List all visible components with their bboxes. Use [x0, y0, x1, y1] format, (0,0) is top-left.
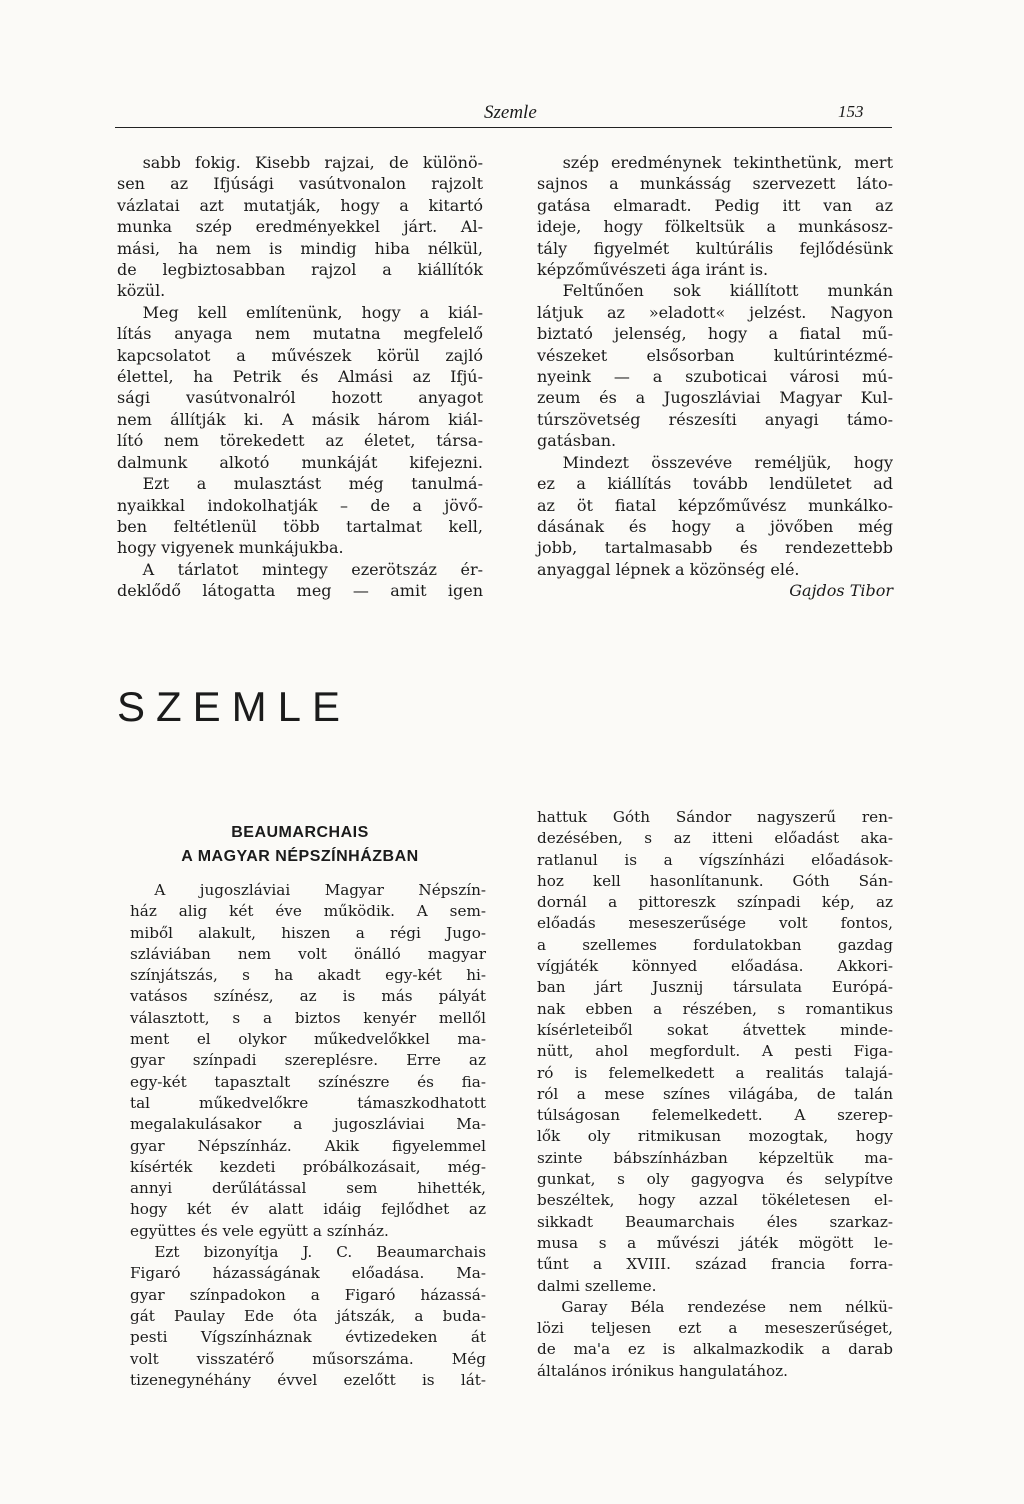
text-line: látjuk az »eladott« jelzést. Nagyon: [537, 302, 893, 322]
text-line: volt visszatérő műsorszáma. Még: [130, 1349, 486, 1368]
text-line: színjátszás, s ha akadt egy-két hi-: [130, 966, 486, 985]
text-line: dornál a pittoreszk színpadi kép, az: [537, 893, 893, 912]
text-line: Figaró házasságának előadása. Ma-: [130, 1264, 486, 1283]
text-line: deklődő látogatta meg — amit igen: [117, 581, 483, 601]
text-line: megalakulásakor a jugoszláviai Ma-: [130, 1115, 486, 1134]
text-line: Garay Béla rendezése nem nélkü-: [561, 1297, 893, 1316]
header-rule: [115, 127, 892, 128]
text-line: gatásban.: [537, 431, 617, 451]
text-line: nem állítják ki. A másik három kiál-: [117, 409, 483, 429]
text-line: gatása elmaradt. Pedig itt van az: [537, 195, 893, 215]
text-line: ház alig két éve működik. A sem-: [130, 902, 486, 921]
text-line: élettel, ha Petrik és Almási az Ifjú-: [117, 367, 483, 387]
text-line: Ezt bizonyítja J. C. Beaumarchais: [154, 1243, 486, 1262]
text-line: vatásos színész, az is más pályát: [130, 987, 486, 1006]
text-line: túlságosan felemelkedett. A szerep-: [537, 1106, 893, 1125]
section-title: SZEMLE: [117, 683, 352, 730]
text-line: sabb fokig. Kisebb rajzai, de különö-: [142, 153, 483, 172]
text-line: Ezt a mulasztást még tanulmá-: [142, 474, 483, 494]
text-line: sikkadt Beaumarchais éles szarkaz-: [537, 1212, 893, 1231]
text-line: ez a kiállítás tovább lendületet ad: [537, 474, 893, 494]
text-line: munka szép eredményekkel járt. Al-: [117, 217, 483, 237]
text-line: hattuk Góth Sándor nagyszerű ren-: [537, 808, 893, 826]
text-line: zeum és a Jugoszláviai Magyar Kul-: [537, 388, 893, 408]
text-line: anyaggal lépnek a közönség elé.: [537, 559, 800, 579]
text-line: Feltűnően sok kiállított munkán: [562, 281, 893, 301]
text-line: Mindezt összevéve reméljük, hogy: [562, 452, 893, 472]
text-line: tűnt a XVIII. század francia forra-: [537, 1255, 893, 1274]
bottom-right-column: [537, 807, 893, 1382]
text-line: de ma'a ez is alkalmazkodik a darab: [537, 1340, 893, 1359]
text-line: ró is felemelkedett a realitás talajá-: [537, 1063, 893, 1082]
top-right-column: [537, 152, 893, 602]
text-line: az öt fiatal képzőművész munkálko-: [537, 495, 893, 515]
text-line: szinte bábszínházban képzeltük ma-: [537, 1148, 893, 1167]
text-line: kísérték kezdeti próbálkozásait, még-: [130, 1157, 486, 1176]
text-line: nak ebben a részében, s romantikus: [537, 999, 893, 1018]
text-line: vázlatai azt mutatják, hogy a kitartó: [117, 195, 483, 215]
text-line: miből alakult, hiszen a régi Jugo-: [130, 923, 486, 942]
text-line: ment el olykor műkedvelőkkel ma-: [130, 1030, 486, 1049]
text-line: egy-két tapasztalt színészre és fia-: [130, 1072, 486, 1091]
running-header-title: Szemle: [484, 102, 537, 123]
article-title-line-1: BEAUMARCHAIS: [231, 824, 369, 841]
text-line: szláviában nem volt önálló magyar: [130, 944, 486, 963]
text-line: kapcsolatot a művészek körül zajló: [117, 345, 483, 365]
text-line: sajnos a munkásság szervezett láto-: [537, 174, 893, 194]
text-line: mási, ha nem is mindig hiba nélkül,: [117, 238, 483, 258]
text-line: sen az Ifjúsági vasútvonalon rajzolt: [117, 174, 483, 194]
text-line: annyi derűlátással sem hihették,: [130, 1179, 486, 1198]
text-line: dalmi szelleme.: [537, 1276, 657, 1295]
text-line: tály figyelmét kultúrális fejlődésünk: [537, 238, 893, 258]
text-line: Gajdos Tibor: [789, 581, 893, 601]
bottom-left-column: [130, 880, 486, 1391]
text-line: nyeink — a szuboticai városi mú-: [537, 367, 893, 387]
text-line: gyar Népszínház. Akik figyelemmel: [130, 1136, 486, 1155]
article-title-line-2: A MAGYAR NÉPSZÍNHÁZBAN: [181, 848, 419, 865]
text-line: vígjáték könnyed előadása. Akkori-: [537, 957, 893, 976]
text-line: sági vasútvonalról hozott anyagot: [117, 388, 483, 408]
text-line: közül.: [117, 281, 166, 301]
text-line: ratlanul is a vígszínházi előadások-: [537, 850, 893, 869]
text-line: Meg kell említenünk, hogy a kiál-: [142, 302, 483, 322]
page-number: 153: [838, 102, 864, 121]
text-line: lító nem törekedett az életet, társa-: [117, 431, 483, 451]
text-line: hogy vigyenek munkájukba.: [117, 538, 344, 558]
article-title: [117, 821, 483, 869]
text-line: ban járt Jusznij társulata Európá-: [537, 978, 893, 997]
text-line: gunkat, s oly gagyogva és selypítve: [537, 1170, 893, 1189]
text-line: nütt, ahol megfordult. A pesti Figa-: [537, 1042, 893, 1061]
text-line: gát Paulay Ede óta játszák, a buda-: [130, 1306, 486, 1325]
text-line: dezésében, s az itteni előadást aka-: [537, 829, 893, 848]
text-line: hoz kell hasonlítanunk. Góth Sán-: [537, 871, 893, 890]
text-line: tal műkedvelőkre támaszkodhatott: [130, 1093, 486, 1112]
text-line: gyar színpadi szereplésre. Erre az: [130, 1051, 486, 1070]
text-line: vészeket elsősorban kultúrintézmé-: [537, 345, 893, 365]
text-line: a szellemes fordulatokban gazdag: [537, 935, 893, 954]
text-line: beszéltek, hogy azzal tökéletesen el-: [537, 1191, 893, 1210]
text-line: pesti Vígszínháznak évtizedeken át: [130, 1328, 486, 1347]
text-line: tizenegynéhány évvel ezelőtt is lát-: [130, 1370, 486, 1389]
text-line: lözi teljesen ezt a meseszerűséget,: [537, 1319, 893, 1338]
text-line: dásának és hogy a jövőben még: [537, 516, 893, 536]
text-line: kísérleteiből sokat átvettek minde-: [537, 1020, 893, 1039]
text-line: de legbiztosabban rajzol a kiállítók: [117, 260, 483, 280]
text-line: ben feltétlenül több tartalmat kell,: [117, 516, 483, 536]
text-line: ideje, hogy fölkeltsük a munkásosz-: [537, 217, 893, 237]
text-line: musa s a művészi játék mögött le-: [537, 1233, 893, 1252]
text-line: általános irónikus hangulatához.: [537, 1361, 788, 1380]
text-line: választott, s a biztos kenyér mellől: [130, 1008, 486, 1027]
text-line: együttes és vele együtt a színház.: [130, 1221, 389, 1240]
top-left-column: [117, 152, 483, 602]
text-line: A jugoszláviai Magyar Népszín-: [154, 881, 486, 899]
text-line: előadás meseszerűsége volt fontos,: [537, 914, 893, 933]
text-line: ról a mese színes világába, de talán: [537, 1084, 893, 1103]
text-line: szép eredménynek tekinthetünk, mert: [562, 153, 893, 172]
text-line: nyaikkal indokolhatják – de a jövő-: [117, 495, 483, 515]
text-line: gyar színpadokon a Figaró házassá-: [130, 1285, 486, 1304]
text-line: lők oly ritmikusan mozogtak, hogy: [537, 1127, 893, 1146]
text-line: hogy két év alatt idáig fejlődhet az: [130, 1200, 486, 1219]
text-line: biztató jelenség, hogy a fiatal mű-: [537, 324, 893, 344]
text-line: dalmunk alkotó munkáját kifejezni.: [117, 452, 483, 472]
text-line: lítás anyaga nem mutatna megfelelő: [117, 324, 483, 344]
text-line: jobb, tartalmasabb és rendezettebb: [537, 538, 893, 558]
text-line: képzőművészeti ága iránt is.: [537, 260, 769, 280]
text-line: túrszövetség részesíti anyagi támo-: [537, 409, 893, 429]
text-line: A tárlatot mintegy ezerötszáz ér-: [142, 559, 483, 579]
